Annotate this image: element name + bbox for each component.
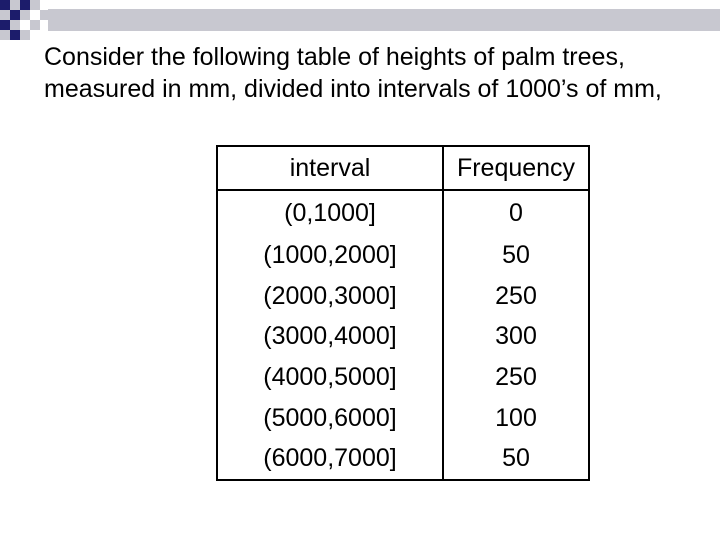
table-row <box>217 398 589 439</box>
table-row <box>217 190 589 235</box>
interval-cell: (1000,2000] <box>217 235 443 276</box>
frequency-table <box>216 145 590 481</box>
header-decoration <box>0 0 720 40</box>
intro-paragraph: Consider the following table of heights of palm trees, measured in mm, divided into intervals of 1000’s of mm, <box>44 43 662 103</box>
frequency-cell: 50 <box>443 235 589 276</box>
table-row <box>217 235 589 276</box>
interval-cell: (2000,3000] <box>217 276 443 317</box>
table-row <box>217 357 589 398</box>
table-row <box>217 438 589 480</box>
frequency-cell: 250 <box>443 357 589 398</box>
table-header-row <box>217 146 589 190</box>
frequency-cell: 0 <box>443 190 589 235</box>
header-frequency: Frequency <box>443 146 589 190</box>
table-row <box>217 276 589 317</box>
frequency-cell: 300 <box>443 316 589 357</box>
header-interval: interval <box>217 146 443 190</box>
interval-cell: (4000,5000] <box>217 357 443 398</box>
frequency-cell: 250 <box>443 276 589 317</box>
frequency-cell: 100 <box>443 398 589 439</box>
interval-cell: (5000,6000] <box>217 398 443 439</box>
interval-cell: (6000,7000] <box>217 438 443 480</box>
frequency-cell: 50 <box>443 438 589 480</box>
interval-cell: (0,1000] <box>217 190 443 235</box>
header-rule <box>48 9 720 31</box>
table-row <box>217 316 589 357</box>
interval-cell: (3000,4000] <box>217 316 443 357</box>
